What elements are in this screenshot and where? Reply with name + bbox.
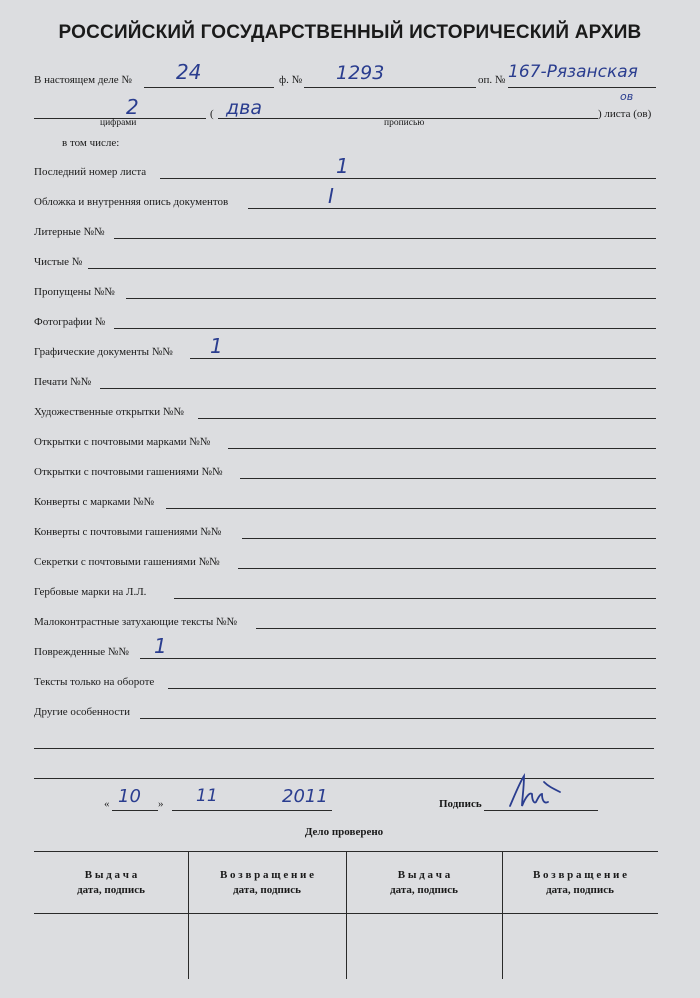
count-digits-value[interactable]: 2 [126,95,139,119]
date-day-line [112,810,158,811]
table-col-3-header [346,868,502,898]
count-words-value[interactable]: два [226,97,262,119]
row-line [190,358,656,359]
row-line [160,178,656,179]
delo-label: В настоящем деле № [34,74,132,86]
table-col-4-sub: дата, подпись [546,884,614,896]
row-label: Конверты с марками №№ [34,496,155,508]
v-tom-chisle-label: в том числе: [62,137,120,149]
row-label: Литерные №№ [34,226,105,238]
row-label: Тексты только на обороте [34,676,155,688]
row-line [248,208,656,209]
page-title: РОССИЙСКИЙ ГОСУДАРСТВЕННЫЙ ИСТОРИЧЕСКИЙ АРХИВ [58,22,642,43]
row-label: Обложка и внутренняя опись документов [34,196,229,208]
row-line [242,538,656,539]
row-line [100,388,656,389]
row-line [174,598,656,599]
row-label: Пропущены №№ [34,286,115,298]
row-label: Чистые № [34,256,83,268]
open-paren: ( [210,108,214,120]
checked-label: Дело проверено [304,826,384,838]
table-col-1-sub: дата, подпись [77,884,145,896]
listy-label: ) листа (ов) [598,108,652,120]
row-line [126,298,656,299]
row-line [168,688,656,689]
row-label: Последний номер листа [34,166,147,178]
row-value[interactable]: 1 [154,634,167,658]
opis-line [508,87,656,88]
fond-value[interactable]: 1293 [336,62,385,84]
table-col-4-header [502,868,658,898]
table-col-2-header [188,868,346,898]
row-label: Графические документы №№ [34,346,173,358]
table-col-2-sub: дата, подпись [233,884,301,896]
row-label: Открытки с почтовыми гашениями №№ [34,466,223,478]
row-line [256,628,656,629]
opis-value[interactable]: 167-Рязанская [508,62,638,82]
delo-value[interactable]: 24 [176,60,202,84]
row-label: Другие особенности [34,706,131,718]
propisyu-label: прописью [384,118,425,128]
row-line [166,508,656,509]
row-line [88,268,656,269]
row-label: Секретки с почтовыми гашениями №№ [34,556,220,568]
row-line [240,478,656,479]
fond-label: ф. № [279,74,303,86]
table-col-1-header [34,868,188,898]
row-line [228,448,656,449]
row-line [114,328,656,329]
opis-label: оп. № [478,74,506,86]
table-col-4-title: В о з в р а щ е н и е [532,869,628,881]
signature-mark [506,772,566,812]
row-label: Художественные открытки №№ [34,406,184,418]
date-close-quote: » [158,798,164,810]
delo-line [144,87,274,88]
date-year[interactable]: 2011 [282,786,328,807]
table-col-3-sub: дата, подпись [390,884,458,896]
row-line [198,418,656,419]
date-day[interactable]: 10 [118,786,141,807]
row-line [114,238,656,239]
row-label: Поврежденные №№ [34,646,129,658]
date-month-year-line [172,810,332,811]
row-line [140,718,656,719]
listy-correction: ов [620,90,634,103]
row-label: Конверты с почтовыми гашениями №№ [34,526,222,538]
signature-label: Подпись [439,798,482,810]
fond-line [304,87,476,88]
table-col-3-title: В ы д а ч а [397,869,451,881]
row-label: Гербовые марки на Л.Л. [34,586,147,598]
row-value[interactable]: I [328,184,334,208]
table-col-1-title: В ы д а ч а [84,869,138,881]
row-label: Печати №№ [34,376,92,388]
ciframi-label: цифрами [100,118,137,128]
date-open-quote: « [104,798,110,810]
row-value[interactable]: 1 [210,334,223,358]
extra-line-1 [34,748,654,749]
table-col-2-title: В о з в р а щ е н и е [219,869,315,881]
date-month[interactable]: 11 [196,786,218,806]
row-line [140,658,656,659]
row-label: Малоконтрастные затухающие тексты №№ [34,616,237,628]
row-label: Открытки с почтовыми марками №№ [34,436,211,448]
row-line [238,568,656,569]
row-value[interactable]: 1 [336,154,349,178]
row-label: Фотографии № [34,316,106,328]
